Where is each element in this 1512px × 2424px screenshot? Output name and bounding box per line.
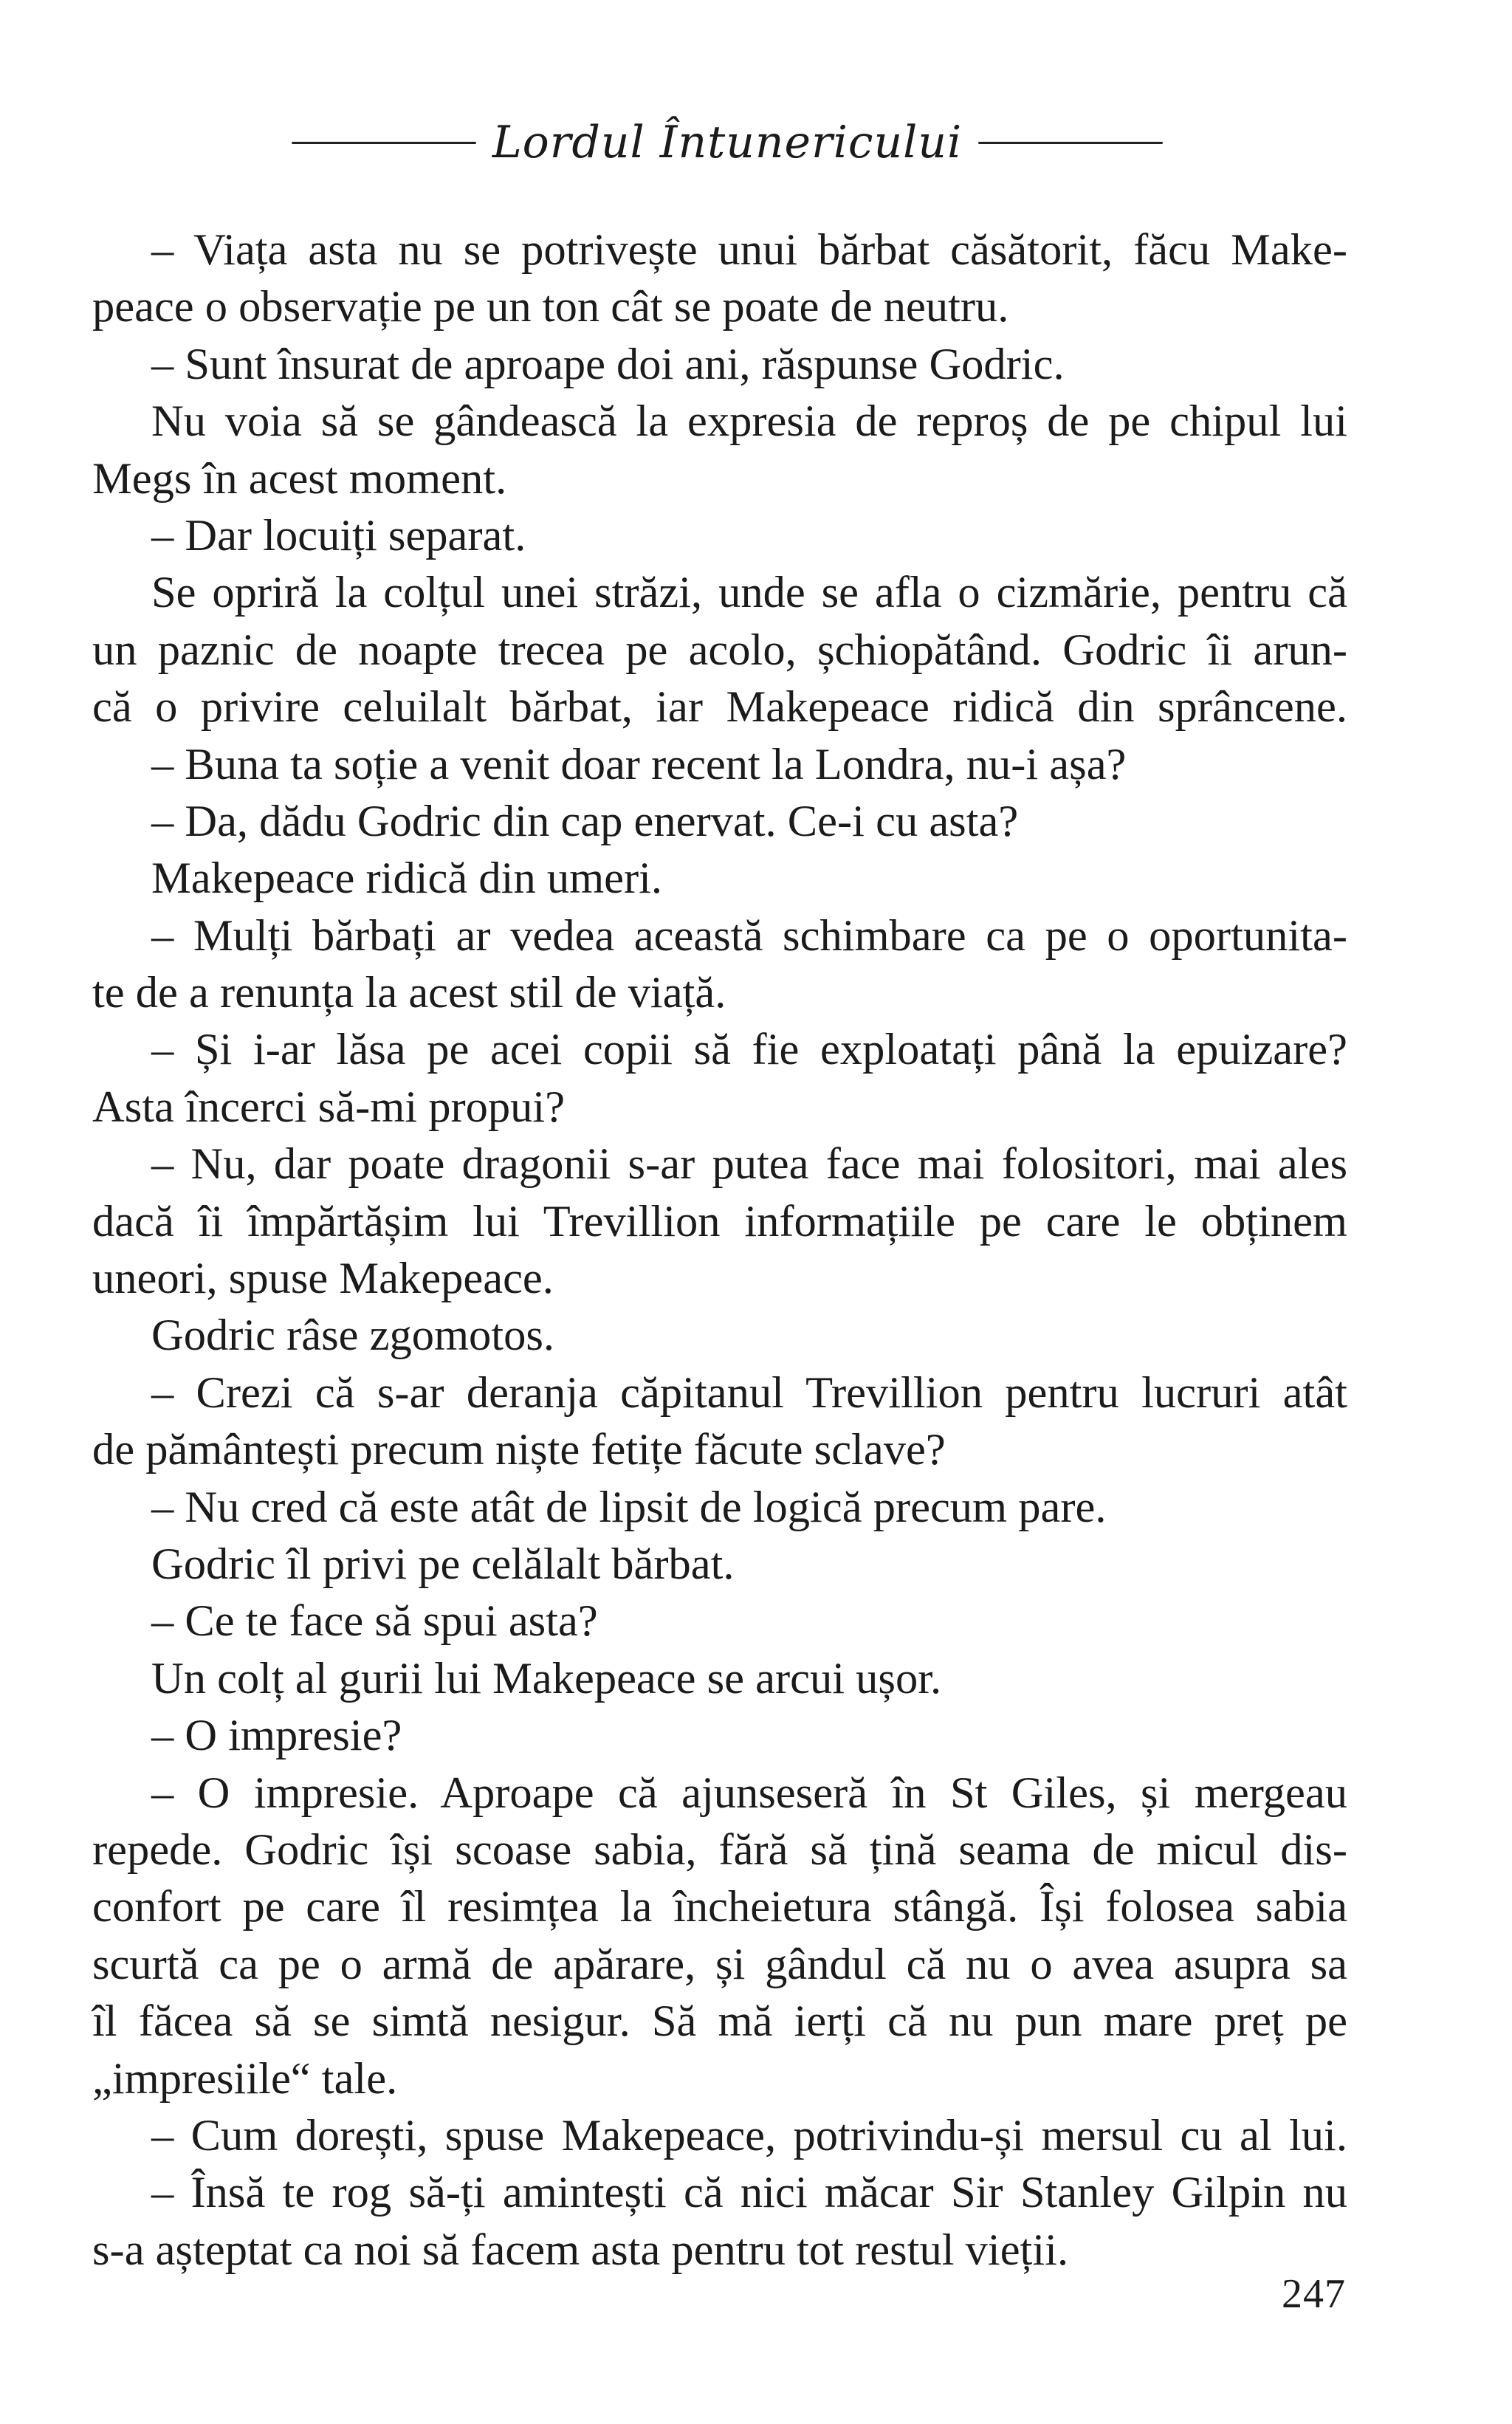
text-line: – Da, dădu Godric din cap enervat. Ce-i cu asta? [151, 796, 1019, 846]
text-line: scurtă ca pe o armă de apărare, și gândul că nu o avea asupra sa [92, 1939, 1347, 1989]
header-rule-left [292, 142, 476, 144]
text-line: – Însă te rog să-ți amintești că nici măcar Sir Stanley Gilpin nu [151, 2168, 1347, 2218]
text-line: Makepeace ridică din umeri. [151, 854, 663, 904]
text-line: – Viața asta nu se potrivește unui bărbat căsătorit, făcu Make- [151, 225, 1347, 275]
text-line: – Dar locuiți separat. [151, 510, 526, 560]
text-line: Megs în acest moment. [92, 453, 507, 504]
text-line: Se opriră la colțul unei străzi, unde se afla o cizmărie, pentru că [151, 568, 1347, 618]
text-line: Asta încerci să-mi propui? [92, 1082, 566, 1132]
text-line: – Ce te face să spui asta? [151, 1596, 598, 1647]
text-line: îl făcea să se simtă nesigur. Să mă ierți că nu pun mare preț pe [92, 1996, 1347, 2047]
header-rule-right [978, 142, 1163, 144]
text-line: s-a așteptat ca noi să facem asta pentru tot restul vieții. [92, 2225, 1069, 2275]
text-line: Godric îl privi pe celălalt bărbat. [151, 1539, 735, 1589]
text-line: Godric râse zgomotos. [151, 1311, 555, 1361]
text-line: te de a renunța la acest stil de viață. [92, 968, 726, 1018]
text-line: Nu voia să se gândească la expresia de reproș de pe chipul lui [151, 396, 1347, 447]
text-line: – O impresie? [151, 1711, 402, 1761]
text-line: – Nu cred că este atât de lipsit de logică precum pare. [151, 1482, 1107, 1532]
chapter-title: Lordul Întunericului [492, 117, 963, 168]
text-line: – O impresie. Aproape că ajunseseră în St Giles, și mergeau [151, 1768, 1347, 1818]
running-header [266, 109, 1189, 176]
page-number: 247 [1282, 2271, 1346, 2317]
text-line: – Și i-ar lăsa pe acei copii să fie exploatați până la epuizare? [151, 1025, 1347, 1075]
text-line: de pământești precum niște fetițe făcute sclave? [92, 1425, 946, 1475]
text-line: un paznic de noapte trecea pe acolo, șchiopătând. Godric îi arun- [92, 625, 1347, 675]
body-text [92, 222, 1347, 2279]
text-line: – Sunt însurat de aproape doi ani, răspunse Godric. [151, 339, 1065, 389]
text-line: Un colț al gurii lui Makepeace se arcui ușor. [151, 1653, 942, 1703]
text-line: – Nu, dar poate dragonii s-ar putea face mai folositori, mai ales [151, 1139, 1347, 1189]
text-line: „impresiile“ tale. [92, 2053, 398, 2104]
text-line: că o privire celuilalt bărbat, iar Makepeace ridică din sprâncene. [92, 682, 1347, 732]
text-line: uneori, spuse Makepeace. [92, 1254, 554, 1304]
text-line: dacă îi împărtășim lui Trevillion informațiile pe care le obținem [92, 1196, 1347, 1246]
text-line: – Mulți bărbați ar vedea această schimbare ca pe o oportunita- [151, 910, 1347, 961]
text-line: – Crezi că s-ar deranja căpitanul Trevillion pentru lucruri atât [151, 1367, 1347, 1418]
text-line: confort pe care îl resimțea la încheietura stângă. Își folosea sabia [92, 1882, 1347, 1932]
text-line: – Cum dorești, spuse Makepeace, potrivindu-și mersul cu al lui. [151, 2110, 1347, 2160]
text-line: – Buna ta soție a venit doar recent la Londra, nu-i așa? [151, 739, 1127, 789]
text-line: peace o observație pe un ton cât se poate de neutru. [92, 282, 1009, 332]
text-line: repede. Godric își scoase sabia, fără să țină seama de micul dis- [92, 1824, 1347, 1875]
